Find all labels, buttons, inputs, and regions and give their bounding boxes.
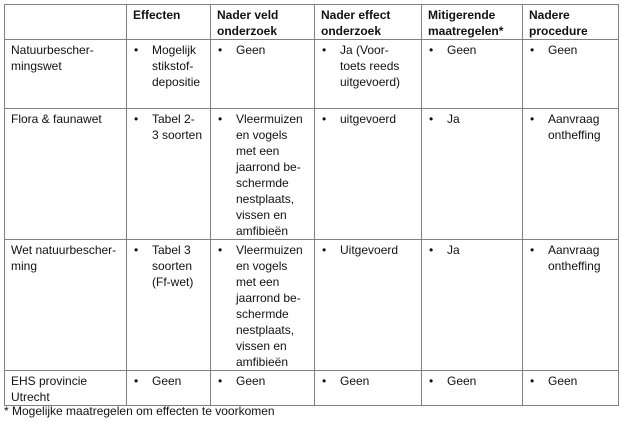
bullet-icon: • (429, 374, 434, 388)
bullet-item (217, 373, 308, 389)
bullet-item (428, 111, 516, 127)
cell-text: Geen (548, 374, 578, 388)
table-row (5, 240, 619, 371)
header-nadere-procedure: Nadere procedure (523, 5, 619, 40)
table-cell (127, 240, 211, 371)
cell-text: Geen (548, 43, 578, 57)
bullet-item (428, 42, 516, 58)
bullet-icon: • (530, 243, 535, 257)
cell-text: Ja (Voor- toets reeds uitgevoerd) (340, 43, 401, 89)
table-row (5, 371, 619, 406)
bullet-icon: • (134, 374, 139, 388)
table-cell (127, 109, 211, 240)
table-cell (211, 371, 315, 406)
bullet-icon: • (322, 112, 327, 126)
table-cell (523, 40, 619, 109)
assessment-table (4, 4, 619, 406)
cell-text: Geen (152, 374, 182, 388)
cell-text: Aanvraag ontheffing (548, 243, 601, 273)
cell-text: Aanvraag ontheffing (548, 112, 601, 142)
bullet-icon: • (530, 374, 535, 388)
law-name: Natuurbescher- mingswet (5, 40, 127, 109)
header-empty (5, 5, 127, 40)
bullet-item (133, 111, 204, 143)
cell-text: Geen (340, 374, 370, 388)
bullet-icon: • (134, 43, 139, 57)
bullet-icon: • (134, 112, 139, 126)
bullet-item (529, 111, 612, 143)
bullet-icon: • (218, 374, 223, 388)
table-cell (523, 371, 619, 406)
bullet-item (321, 242, 415, 258)
table-cell (422, 40, 523, 109)
bullet-icon: • (218, 43, 223, 57)
bullet-icon: • (322, 43, 327, 57)
table-cell (422, 109, 523, 240)
table-cell (523, 109, 619, 240)
table-cell (127, 40, 211, 109)
law-name: Flora & faunawet (5, 109, 127, 240)
table-cell (315, 240, 422, 371)
bullet-icon: • (322, 374, 327, 388)
bullet-item (529, 42, 612, 58)
cell-text: Geen (236, 374, 266, 388)
bullet-item (529, 373, 612, 389)
cell-text: Mogelijk stikstof- depositie (152, 43, 201, 89)
bullet-item (133, 373, 204, 389)
law-name: EHS provincie Utrecht (5, 371, 127, 406)
bullet-icon: • (530, 43, 535, 57)
bullet-icon: • (218, 112, 223, 126)
bullet-item (133, 42, 204, 90)
header-effecten: Effecten (127, 5, 211, 40)
bullet-icon: • (429, 243, 434, 257)
bullet-icon: • (429, 43, 434, 57)
bullet-icon: • (218, 243, 223, 257)
cell-text: Tabel 2- 3 soorten (152, 112, 203, 142)
bullet-item (321, 373, 415, 389)
header-mitigerende-maatregelen: Mitigerende maatregelen* (422, 5, 523, 40)
bullet-item (529, 242, 612, 274)
bullet-item (217, 242, 308, 370)
cell-text: Geen (447, 374, 477, 388)
header-row (5, 5, 619, 40)
table-cell (523, 240, 619, 371)
bullet-item (428, 373, 516, 389)
cell-text: Geen (236, 43, 266, 57)
cell-text: Ja (447, 243, 460, 257)
table-cell (211, 109, 315, 240)
table-row (5, 109, 619, 240)
bullet-icon: • (429, 112, 434, 126)
bullet-item (321, 42, 415, 90)
law-name: Wet natuurbescher- ming (5, 240, 127, 371)
table-row (5, 40, 619, 109)
table-cell (315, 40, 422, 109)
header-nader-veld-onderzoek: Nader veld onderzoek (211, 5, 315, 40)
cell-text: Geen (447, 43, 477, 57)
table-cell (127, 371, 211, 406)
cell-text: Vleermuizen en vogels met een jaarrond be- schermde nestplaats, vissen en amfibieën (236, 112, 303, 238)
bullet-item (217, 111, 308, 239)
bullet-icon: • (530, 112, 535, 126)
cell-text: Vleermuizen en vogels met een jaarrond be- schermde nestplaats, vissen en amfibieën (236, 243, 303, 369)
table-cell (422, 371, 523, 406)
bullet-icon: • (322, 243, 327, 257)
bullet-item (133, 242, 204, 290)
table-cell (315, 371, 422, 406)
table-cell (211, 40, 315, 109)
cell-text: Tabel 3 soorten (Ff-wet) (152, 243, 194, 289)
bullet-item (321, 111, 415, 127)
table-cell (211, 240, 315, 371)
bullet-icon: • (134, 243, 139, 257)
bullet-item (428, 242, 516, 258)
cell-text: uitgevoerd (340, 112, 397, 126)
bullet-item (217, 42, 308, 58)
cell-text: Uitgevoerd (340, 243, 399, 257)
cell-text: Ja (447, 112, 460, 126)
header-nader-effect-onderzoek: Nader effect onderzoek (315, 5, 422, 40)
table-cell (422, 240, 523, 371)
table-cell (315, 109, 422, 240)
footnote: * Mogelijke maatregelen om effecten te voorkomen (4, 404, 275, 418)
